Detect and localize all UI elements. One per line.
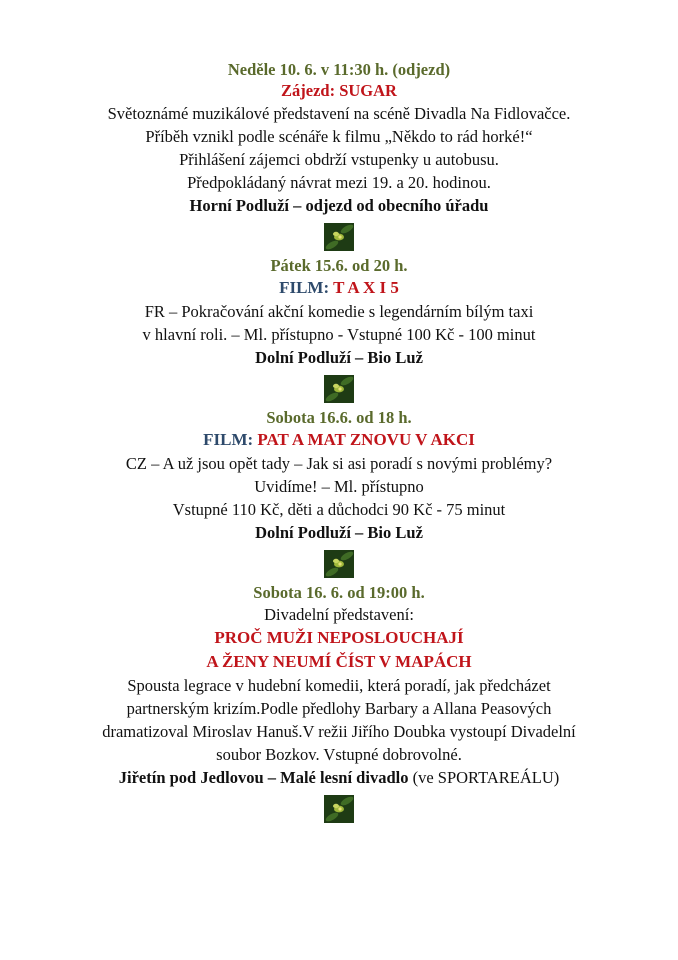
event-sugar [0,60,678,217]
event-taxi [0,256,678,369]
event-place: Horní Podluží – odjezd od obecního úřadu [189,196,489,215]
event-desc-line: partnerským krizím.Podle předlohy Barbary a Allana Peasových [126,699,552,718]
event-date: Sobota 16. 6. od 19:00 h. [253,583,425,602]
event-subtitle: Divadelní představení: [264,605,414,624]
event-title [0,80,678,102]
event-theatre [0,583,678,789]
event-place: Dolní Podluží – Bio Luž [255,523,423,542]
event-date: Pátek 15.6. od 20 h. [270,256,408,275]
event-title-main: PAT A MAT ZNOVU V AKCI [257,430,475,449]
event-desc-line: Přihlášení zájemci obdrží vstupenky u autobusu. [179,150,499,169]
event-date: Neděle 10. 6. v 11:30 h. (odjezd) [227,60,451,79]
flower-icon [324,223,354,251]
event-title-prefix: Zájezd: [281,81,340,100]
event-place: Dolní Podluží – Bio Luž [255,348,423,367]
event-title-main: T A X I 5 [333,278,399,297]
event-title-line: PROČ MUŽI NEPOSLOUCHAJÍ [214,628,464,647]
event-desc-line: CZ – A už jsou opět tady – Jak si asi poradí s novými problémy? [125,454,553,473]
event-desc-line: Vstupné 110 Kč, děti a důchodci 90 Kč - 75 minut [172,500,506,519]
event-desc-line: FR – Pokračování akční komedie s legendárním bílým taxi [144,302,534,321]
event-place-rest: (ve SPORTAREÁLU) [408,768,560,787]
event-desc-line: Světoznámé muzikálové představení na scéně Divadla Na Fidlovačce. [107,104,571,123]
event-title-main: SUGAR [339,81,397,100]
event-desc-line: soubor Bozkov. Vstupné dobrovolné. [216,745,462,764]
event-pat-a-mat [0,408,678,544]
event-title [0,428,678,452]
flower-icon [324,550,354,578]
event-date: Sobota 16.6. od 18 h. [266,408,412,427]
event-desc-line: v hlavní roli. – Ml. přístupno - Vstupné 100 Kč - 100 minut [142,325,536,344]
event-desc-line: dramatizoval Miroslav Hanuš.V režii Jiřího Doubka vystoupí Divadelní [102,722,576,741]
event-place [0,766,678,789]
event-desc-line: Příběh vznikl podle scénáře k filmu „Někdo to rád horké!“ [145,127,533,146]
event-desc-line: Spousta legrace v hudební komedii, která poradí, jak předcházet [127,676,551,695]
program-page [0,60,678,828]
flower-icon [324,375,354,403]
event-title [0,276,678,300]
event-title-line: A ŽENY NEUMÍ ČÍST V MAPÁCH [206,652,472,671]
flower-icon [324,795,354,823]
event-desc-line: Předpokládaný návrat mezi 19. a 20. hodinou. [187,173,491,192]
event-title-prefix: FILM: [279,278,334,297]
event-place-bold: Jiřetín pod Jedlovou – Malé lesní divadlo [118,768,409,787]
event-title-prefix: FILM: [203,430,258,449]
event-desc-line: Uvidíme! – Ml. přístupno [254,477,424,496]
